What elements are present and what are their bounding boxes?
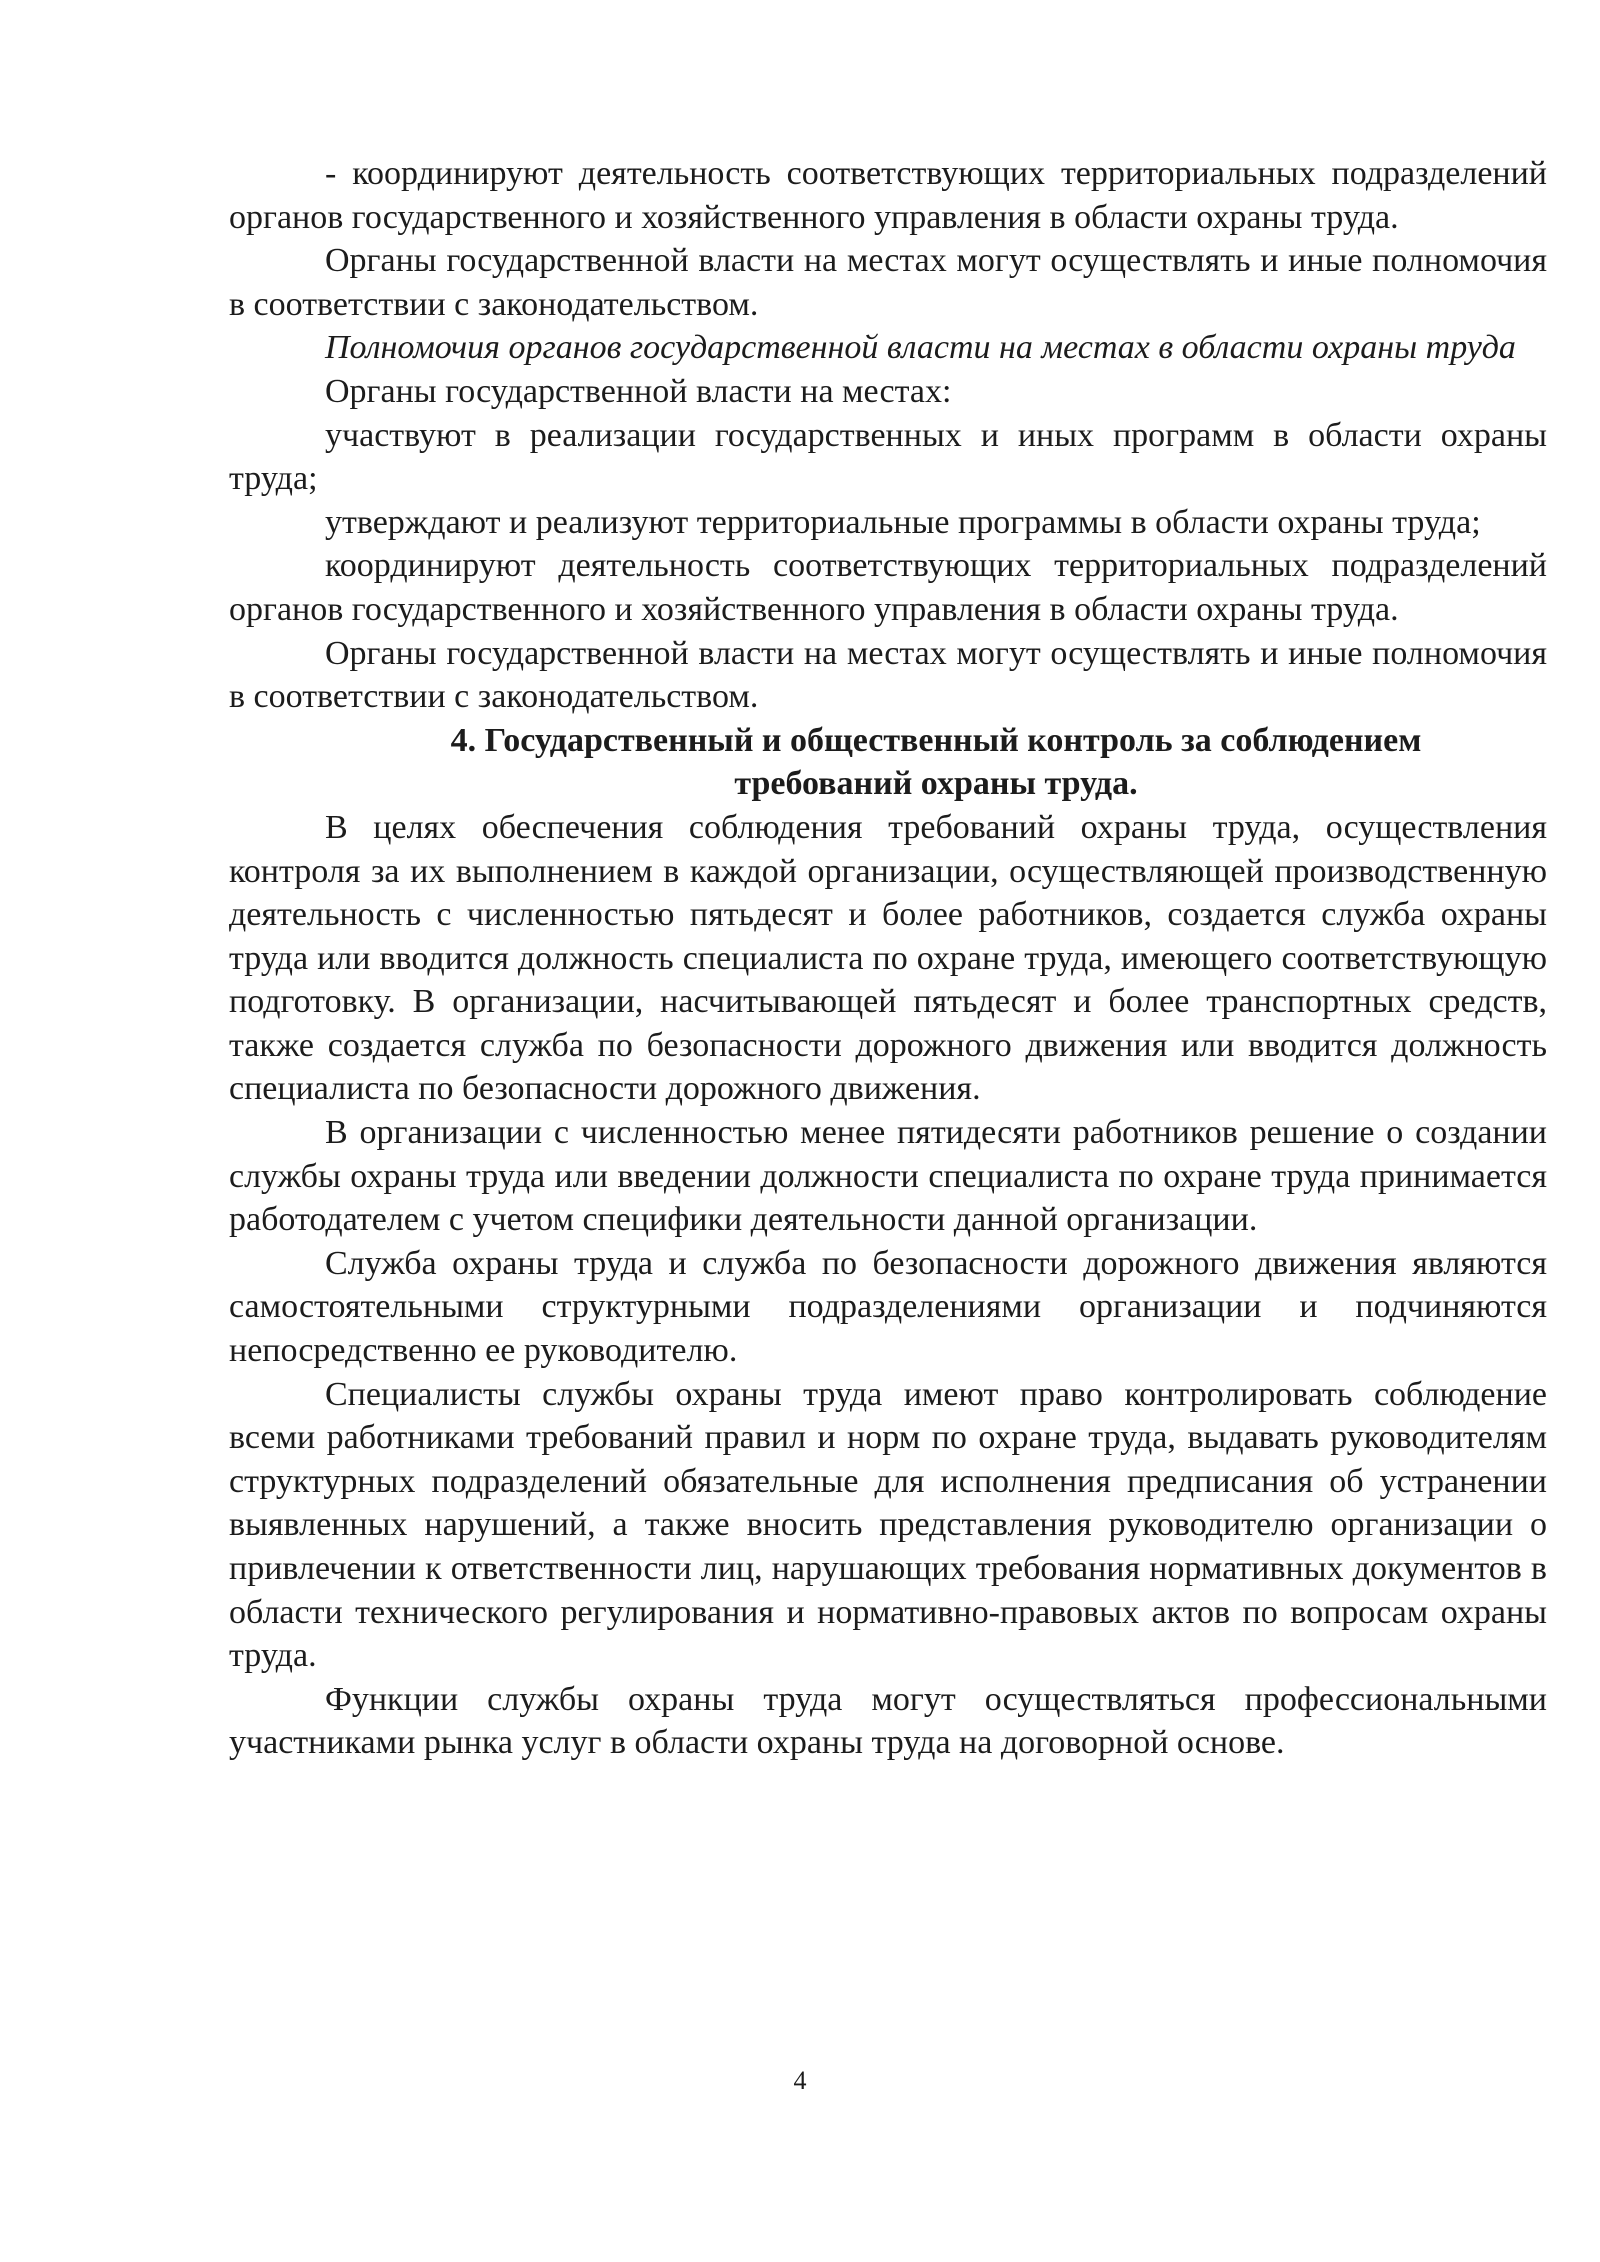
paragraph-local-authorities-intro: Органы государственной власти на местах: [325, 372, 952, 410]
subheading-local-authorities-powers: Полномочия органов государственной власти на местах в области охраны труда [325, 329, 1516, 367]
paragraph-coordinate-first: - координируют деятельность соответствующих территориальных подразделений органов государственного и хозяйственного управления в области охраны труда. [229, 155, 1547, 236]
page-number: 4 [793, 2066, 807, 2095]
paragraph-other-powers-first: Органы государственной власти на местах могут осуществлять и иные полномочия в соответствии с законодательством. [229, 242, 1547, 323]
section-heading-line-1: 4. Государственный и общественный контроль за соблюдением [450, 721, 1422, 759]
paragraph-independent-units: Служба охраны труда и служба по безопасности дорожного движения являются самостоятельными структурными подразделениями организации и подчиняются непосредственно ее руководителю. [229, 1244, 1547, 1370]
paragraph-small-organization: В организации с численностью менее пятидесяти работников решение о создании службы охраны труда или введении должности специалиста по охране труда принимается работодателем с учетом специфики деятельности данной организации. [229, 1114, 1547, 1239]
paragraph-participate-programs: участвуют в реализации государственных и иных программ в области охраны труда; [229, 416, 1547, 498]
paragraph-approve-programs: утверждают и реализуют территориальные программы в области охраны труда; [325, 503, 1481, 541]
section-heading [229, 719, 1547, 806]
document-page [229, 152, 1547, 1765]
paragraph-specialists-rights: Специалисты службы охраны труда имеют право контролировать соблюдение всеми работниками требований правил и норм по охране труда, выдавать руководителям структурных подразделений обязательные для исполнения предписания об устранении выявленных нарушений, а также вносить представления руководителю организации о привлечении к ответственности лиц, нарушающих требования нормативных документов в области технического регулирования и нормативно-правовых актов по вопросам охраны труда. [229, 1375, 1547, 1675]
paragraph-coordinate-second: координируют деятельность соответствующих территориальных подразделений органов государственного и хозяйственного управления в области охраны труда. [229, 547, 1547, 628]
paragraph-outsourcing: Функции службы охраны труда могут осуществляться профессиональными участниками рынка услуг в области охраны труда на договорной основе. [229, 1680, 1547, 1762]
section-heading-line-2: требований охраны труда. [734, 765, 1138, 803]
paragraph-other-powers-second: Органы государственной власти на местах могут осуществлять и иные полномочия в соответствии с законодательством. [229, 634, 1547, 716]
paragraph-service-creation: В целях обеспечения соблюдения требований охраны труда, осуществления контроля за их выполнением в каждой организации, осуществляющей производственную деятельность с численностью пятьдесят и более работников, создается служба охраны труда или вводится должность специалиста по охране труда, имеющего соответствующую подготовку. В организации, насчитывающей пятьдесят и более транспортных средств, также создается служба по безопасности дорожного движения или вводится должность специалиста по безопасности дорожного движения. [229, 808, 1547, 1108]
